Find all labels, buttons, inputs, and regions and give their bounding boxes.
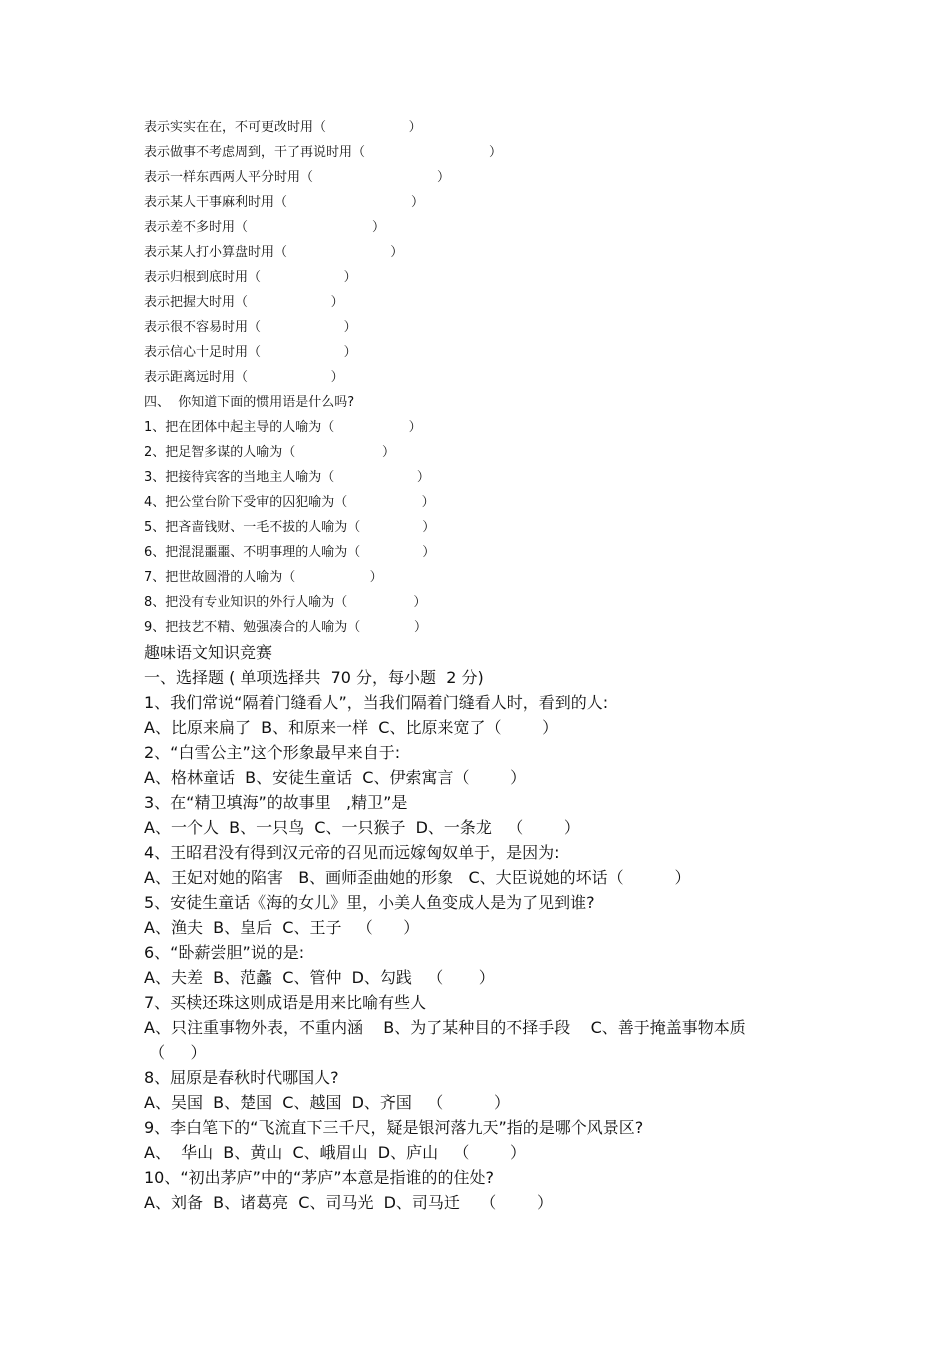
quiz-line: 9、李白笔下的“飞流直下三千尺，疑是银河落九天”指的是哪个风景区?: [144, 1118, 644, 1137]
idiom-usage-line: 表示某人干事麻利时用（ ）: [144, 195, 424, 210]
quiz-line: A、 华山 B、黄山 C、峨眉山 D、庐山 （ ）: [144, 1143, 527, 1162]
quiz-line: 8、屈原是春秋时代哪国人?: [144, 1068, 339, 1087]
quiz-line: 6、“卧薪尝胆”说的是:: [144, 943, 305, 962]
question-line: 1、把在团体中起主导的人喻为（ ）: [144, 420, 422, 435]
quiz-line: 1、我们常说“隔着门缝看人”，当我们隔着门缝看人时，看到的人:: [144, 693, 609, 712]
section-heading: 四、 你知道下面的惯用语是什么吗?: [144, 395, 355, 410]
question-line: 8、把没有专业知识的外行人喻为（ ）: [144, 595, 427, 610]
idiom-usage-line: 表示做事不考虑周到，干了再说时用（ ）: [144, 145, 502, 160]
quiz-line: 10、“初出茅庐”中的“茅庐”本意是指谁的的住处?: [144, 1168, 495, 1187]
idiom-usage-line: 表示一样东西两人平分时用（ ）: [144, 170, 450, 185]
quiz-line: A、渔夫 B、皇后 C、王子 （ ）: [144, 918, 420, 937]
quiz-line: A、王妃对她的陷害 B、画师歪曲她的形象 C、大臣说她的坏话（ ）: [144, 868, 691, 887]
quiz-line: A、比原来扁了 B、和原来一样 C、比原来宽了（ ）: [144, 718, 559, 737]
idiom-usage-line: 表示差不多时用（ ）: [144, 220, 385, 235]
quiz-instruction: 一、选择题 ( 单项选择共 70 分，每小题 2 分): [144, 668, 484, 687]
quiz-line: A、一个人 B、一只鸟 C、一只猴子 D、一条龙 （ ）: [144, 818, 580, 837]
quiz-title: 趣味语文知识竞赛: [144, 643, 273, 662]
question-line: 6、把混混噩噩、不明事理的人喻为（ ）: [144, 545, 436, 560]
idiom-usage-line: 表示归根到底时用（ ）: [144, 270, 357, 285]
idiom-usage-line: 表示某人打小算盘时用（ ）: [144, 245, 404, 260]
quiz-line: 7、买椟还珠这则成语是用来比喻有些人: [144, 993, 427, 1012]
question-line: 9、把技艺不精、勉强凑合的人喻为（ ）: [144, 620, 427, 635]
question-line: 4、把公堂台阶下受审的囚犯喻为（ ）: [144, 495, 435, 510]
quiz-line: A、夫差 B、范蠡 C、管仲 D、勾践 （ ）: [144, 968, 495, 987]
quiz-line: A、只注重事物外表，不重内涵 B、为了某种目的不择手段 C、善于掩盖事物本质: [144, 1018, 746, 1037]
question-line: 5、把吝啬钱财、一毛不拔的人喻为（ ）: [144, 520, 436, 535]
idiom-usage-line: 表示距离远时用（ ）: [144, 370, 344, 385]
question-line: 2、把足智多谋的人喻为（ ）: [144, 445, 396, 460]
quiz-line: 4、王昭君没有得到汉元帝的召见而远嫁匈奴单于，是因为:: [144, 843, 560, 862]
idiom-usage-line: 表示信心十足时用（ ）: [144, 345, 357, 360]
quiz-line: 2、“白雪公主”这个形象最早来自于:: [144, 743, 401, 762]
quiz-line: 5、安徒生童话《海的女儿》里，小美人鱼变成人是为了见到谁?: [144, 893, 595, 912]
question-line: 3、把接待宾客的当地主人喻为（ ）: [144, 470, 430, 485]
idiom-usage-line: 表示把握大时用（ ）: [144, 295, 344, 310]
idiom-usage-line: 表示实实在在，不可更改时用（ ）: [144, 120, 422, 135]
question-line: 7、把世故圆滑的人喻为（ ）: [144, 570, 383, 585]
quiz-line: 3、在“精卫填海”的故事里 ,精卫”是: [144, 793, 408, 812]
quiz-line: A、格林童话 B、安徒生童话 C、伊索寓言（ ）: [144, 768, 527, 787]
quiz-line: （ ）: [144, 1043, 207, 1062]
quiz-line: A、刘备 B、诸葛亮 C、司马光 D、司马迁 （ ）: [144, 1193, 553, 1212]
quiz-line: A、吴国 B、楚国 C、越国 D、齐国 （ ）: [144, 1093, 511, 1112]
idiom-usage-line: 表示很不容易时用（ ）: [144, 320, 357, 335]
